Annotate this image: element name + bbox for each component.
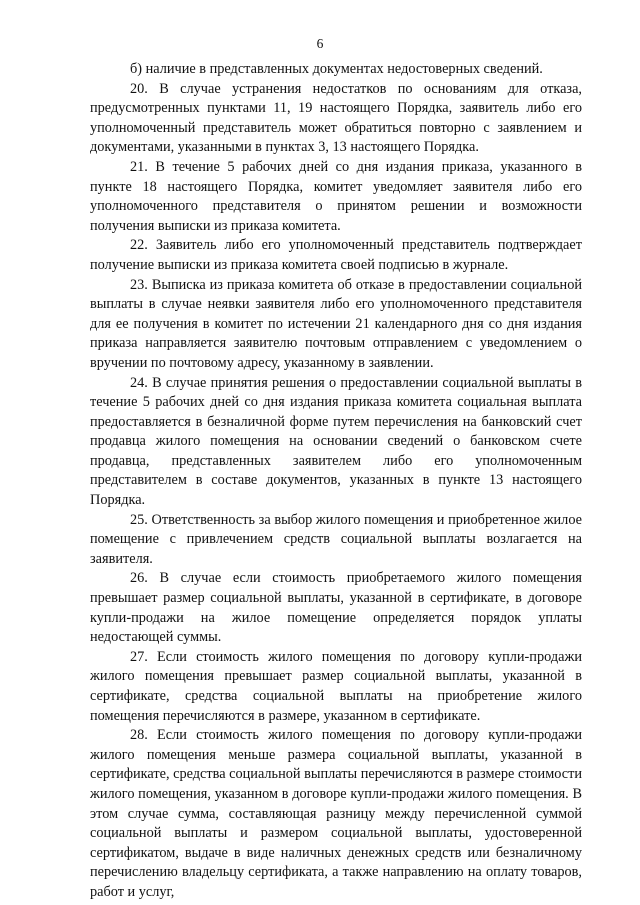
page-number: 6 xyxy=(316,36,324,51)
paragraph-24: 24. В случае принятия решения о предоставлении социальной выплаты в течение 5 рабочих дней со дня издания приказа комитета социальная выплата предоставляется в безналичной форме путем перечисления на банковский счет продавца жилого помещения на основании сведений о банковском счете продавца, представленных заявителем либо его уполномоченным представителем в составе документов, указанных в пункте 13 настоящего Порядка. xyxy=(90,374,582,509)
document-body xyxy=(90,60,582,903)
paragraph-22: 22. Заявитель либо его уполномоченный представитель подтверждает получение выписки из приказа комитета своей подписью в журнале. xyxy=(90,237,582,273)
paragraph-20: 20. В случае устранения недостатков по основаниям для отказа, предусмотренных пунктами 11, 19 настоящего Порядка, заявитель либо его уполномоченный представитель может обратиться повторно с заявлением и документами, указанными в пунктах 3, 13 настоящего Порядка. xyxy=(90,80,582,156)
paragraph-item-b: б) наличие в представленных документах недостоверных сведений. xyxy=(130,61,543,77)
paragraph-23: 23. Выписка из приказа комитета об отказе в предоставлении социальной выплаты в случае неявки заявителя либо его уполномоченного представителя для ее получения в комитет по истечении 21 календарного дня со дня издания приказа направляется заявителю почтовым отправлением с уведомлением о вручении по почтовому адресу, указанному в заявлении. xyxy=(90,276,582,371)
paragraph-26: 26. В случае если стоимость приобретаемого жилого помещения превышает размер социальной выплаты, указанной в сертификате, в договоре купли-продажи на жилое помещение определяется порядок уплаты недостающей суммы. xyxy=(90,570,582,646)
paragraph-28: 28. Если стоимость жилого помещения по договору купли-продажи жилого помещения меньше размера социальной выплаты, указанной в сертификате, средства социальной выплаты перечисляются в размере стоимости жилого помещения, указанном в договоре купли-продажи жилого помещения. В этом случае сумма, составляющая разницу между перечисленной суммой социальной выплаты и размером социальной выплаты, удостоверенной сертификатом, выдаче в виде наличных денежных средств или безналичному перечислению владельцу сертификата, а также направлению на оплату товаров, работ и услуг, xyxy=(90,727,582,900)
paragraph-25: 25. Ответственность за выбор жилого помещения и приобретенное жилое помещение с привлечением средств социальной выплаты возлагается на заявителя. xyxy=(90,511,582,567)
paragraph-21: 21. В течение 5 рабочих дней со дня издания приказа, указанного в пункте 18 настоящего Порядка, комитет уведомляет заявителя либо его уполномоченного представителя о принятом решении и возможности получения выписки из приказа комитета. xyxy=(90,158,582,234)
paragraph-27: 27. Если стоимость жилого помещения по договору купли-продажи жилого помещения превышает размер социальной выплаты, указанной в сертификате, средства социальной выплаты на приобретение жилого помещения перечисляются в размере, указанном в сертификате. xyxy=(90,648,582,724)
